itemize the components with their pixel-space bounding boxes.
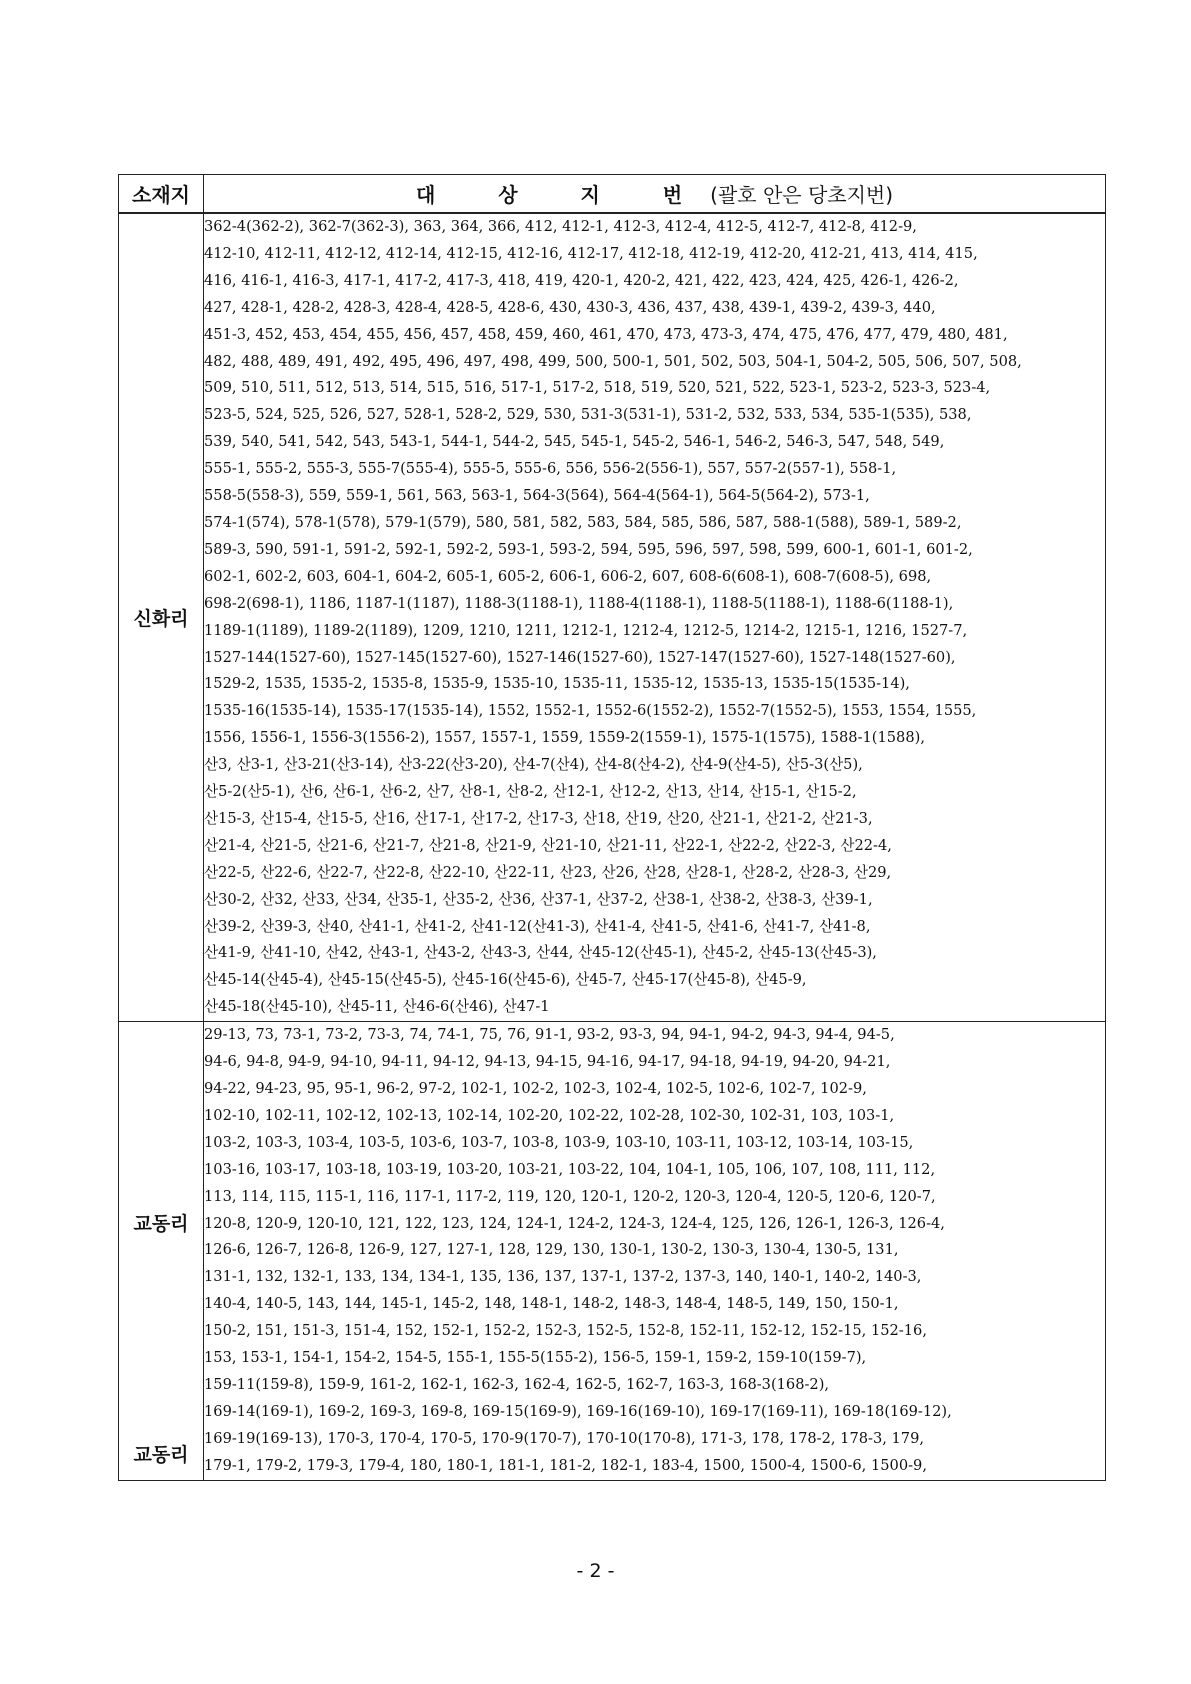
location-label-repeat: 교동리: [133, 1444, 189, 1467]
lot-line: 산45-14(산45-4), 산45-15(산45-5), 산45-16(산45-6), 산45-7, 산45-17(산45-8), 산45-9,: [204, 971, 807, 989]
lot-line: 94-6, 94-8, 94-9, 94-10, 94-11, 94-12, 94-13, 94-15, 94-16, 94-17, 94-18, 94-19, 94-20, 94-21,: [204, 1053, 891, 1071]
lot-list-cell: [204, 213, 1106, 1022]
lot-line: 1529-2, 1535, 1535-2, 1535-8, 1535-9, 1535-10, 1535-11, 1535-12, 1535-13, 1535-15(1535-14),: [204, 675, 910, 693]
lot-line: 555-1, 555-2, 555-3, 555-7(555-4), 555-5, 555-6, 556, 556-2(556-1), 557, 557-2(557-1), 558-1,: [204, 460, 897, 478]
lot-line: 1556, 1556-1, 1556-3(1556-2), 1557, 1557-1, 1559, 1559-2(1559-1), 1575-1(1575), 1588-1(1588),: [204, 729, 925, 747]
lot-line: 362-4(362-2), 362-7(362-3), 363, 364, 366, 412, 412-1, 412-3, 412-4, 412-5, 412-7, 412-8, 412-9,: [204, 218, 917, 235]
lot-line: 산15-3, 산15-4, 산15-5, 산16, 산17-1, 산17-2, 산17-3, 산18, 산19, 산20, 산21-1, 산21-2, 산21-3,: [204, 809, 873, 827]
lot-line: 451-3, 452, 453, 454, 455, 456, 457, 458, 459, 460, 461, 470, 473, 473-3, 474, 475, 476, 477, 479, 480, 481,: [204, 325, 1008, 343]
header-target-main: 대 상 지 번: [415, 183, 711, 207]
lot-line: 416, 416-1, 416-3, 417-1, 417-2, 417-3, 418, 419, 420-1, 420-2, 421, 422, 423, 424, 425, 426-1, 426-2,: [204, 271, 959, 289]
lot-line: 558-5(558-3), 559, 559-1, 561, 563, 563-1, 564-3(564), 564-4(564-1), 564-5(564-2), 573-1,: [204, 487, 870, 505]
lot-line: 산45-18(산45-10), 산45-11, 산46-6(산46), 산47-1: [204, 998, 550, 1016]
lot-line: 153, 153-1, 154-1, 154-2, 154-5, 155-1, 155-5(155-2), 156-5, 159-1, 159-2, 159-10(159-7),: [204, 1349, 867, 1367]
lot-line: 103-2, 103-3, 103-4, 103-5, 103-6, 103-7, 103-8, 103-9, 103-10, 103-11, 103-12, 103-14, 103-15,: [204, 1133, 914, 1151]
lot-line: 427, 428-1, 428-2, 428-3, 428-4, 428-5, 428-6, 430, 430-3, 436, 437, 438, 439-1, 439-2, 439-3, 440,: [204, 298, 936, 316]
table-row: [119, 1022, 1106, 1480]
lot-line: 산21-4, 산21-5, 산21-6, 산21-7, 산21-8, 산21-9, 산21-10, 산21-11, 산22-1, 산22-2, 산22-3, 산22-4,: [204, 836, 892, 854]
lot-line: 169-14(169-1), 169-2, 169-3, 169-8, 169-15(169-9), 169-16(169-10), 169-17(169-11), 169-18(169-12),: [204, 1402, 952, 1420]
lot-line: 602-1, 602-2, 603, 604-1, 604-2, 605-1, 605-2, 606-1, 606-2, 607, 608-6(608-1), 608-7(608-5), 698,: [204, 567, 932, 585]
lot-line: 159-11(159-8), 159-9, 161-2, 162-1, 162-3, 162-4, 162-5, 162-7, 163-3, 168-3(168-2),: [204, 1375, 830, 1393]
lot-line: 698-2(698-1), 1186, 1187-1(1187), 1188-3(1188-1), 1188-4(1188-1), 1188-5(1188-1), 1188-6(1188-1),: [204, 594, 954, 612]
lot-line: 102-10, 102-11, 102-12, 102-13, 102-14, 102-20, 102-22, 102-28, 102-30, 102-31, 103, 103-1,: [204, 1106, 895, 1124]
lot-line: 29-13, 73, 73-1, 73-2, 73-3, 74, 74-1, 75, 76, 91-1, 93-2, 93-3, 94, 94-1, 94-2, 94-3, 94-4, 94-5,: [204, 1026, 895, 1044]
lot-line: 509, 510, 511, 512, 513, 514, 515, 516, 517-1, 517-2, 518, 519, 520, 521, 522, 523-1, 523-2, 523-3, 523-4,: [204, 379, 991, 397]
location-label: 교동리: [133, 1213, 189, 1236]
lot-line: 산3, 산3-1, 산3-21(산3-14), 산3-22(산3-20), 산4-7(산4), 산4-8(산4-2), 산4-9(산4-5), 산5-3(산5),: [204, 756, 863, 774]
lot-line: 산41-9, 산41-10, 산42, 산43-1, 산43-2, 산43-3, 산44, 산45-12(산45-1), 산45-2, 산45-13(산45-3),: [204, 944, 877, 962]
lot-line: 412-10, 412-11, 412-12, 412-14, 412-15, 412-16, 412-17, 412-18, 412-19, 412-20, 412-21, 413, 414, 415,: [204, 244, 978, 262]
header-location: 소재지: [119, 175, 204, 214]
page-number: - 2 -: [576, 1560, 615, 1582]
location-cell: 신화리: [119, 213, 204, 1022]
lot-line: 574-1(574), 578-1(578), 579-1(579), 580, 581, 582, 583, 584, 585, 586, 587, 588-1(588), 589-1, 589-2,: [204, 513, 962, 531]
parcel-table: [118, 174, 1106, 1481]
lot-line: 589-3, 590, 591-1, 591-2, 592-1, 592-2, 593-1, 593-2, 594, 595, 596, 597, 598, 599, 600-1, 601-1, 601-2,: [204, 540, 973, 558]
header-target-note: (괄호 안은 당초지번): [710, 183, 894, 207]
lot-line: 94-22, 94-23, 95, 95-1, 96-2, 97-2, 102-1, 102-2, 102-3, 102-4, 102-5, 102-6, 102-7, 102-9,: [204, 1080, 867, 1097]
lot-line: 126-6, 126-7, 126-8, 126-9, 127, 127-1, 128, 129, 130, 130-1, 130-2, 130-3, 130-4, 130-5, 131,: [204, 1241, 899, 1259]
lot-line: 539, 540, 541, 542, 543, 543-1, 544-1, 544-2, 545, 545-1, 545-2, 546-1, 546-2, 546-3, 547, 548, 549,: [204, 433, 945, 451]
lot-list-cell: [204, 1022, 1106, 1480]
lot-line: 1527-144(1527-60), 1527-145(1527-60), 1527-146(1527-60), 1527-147(1527-60), 1527-148(1527-60),: [204, 648, 956, 666]
lot-line: 169-19(169-13), 170-3, 170-4, 170-5, 170-9(170-7), 170-10(170-8), 171-3, 178, 178-2, 178-3, 179,: [204, 1429, 924, 1447]
lot-line: 120-8, 120-9, 120-10, 121, 122, 123, 124, 124-1, 124-2, 124-3, 124-4, 125, 126, 126-1, 126-3, 126-4,: [204, 1214, 945, 1232]
lot-line: 산30-2, 산32, 산33, 산34, 산35-1, 산35-2, 산36, 산37-1, 산37-2, 산38-1, 산38-2, 산38-3, 산39-1,: [204, 890, 873, 908]
lot-line: 산22-5, 산22-6, 산22-7, 산22-8, 산22-10, 산22-11, 산23, 산26, 산28, 산28-1, 산28-2, 산28-3, 산29,: [204, 863, 892, 881]
lot-line: 103-16, 103-17, 103-18, 103-19, 103-20, 103-21, 103-22, 104, 104-1, 105, 106, 107, 108, 111, 112,: [204, 1160, 936, 1178]
lot-line: 140-4, 140-5, 143, 144, 145-1, 145-2, 148, 148-1, 148-2, 148-3, 148-4, 148-5, 149, 150, 150-1,: [204, 1295, 899, 1313]
lot-line: 179-1, 179-2, 179-3, 179-4, 180, 180-1, 181-1, 181-2, 182-1, 183-4, 1500, 1500-4, 1500-6, 1500-9,: [204, 1456, 927, 1474]
header-target: [204, 175, 1106, 214]
lot-line: 1535-16(1535-14), 1535-17(1535-14), 1552, 1552-1, 1552-6(1552-2), 1552-7(1552-5), 1553, 1554, 1555,: [204, 702, 977, 720]
lot-line: 113, 114, 115, 115-1, 116, 117-1, 117-2, 119, 120, 120-1, 120-2, 120-3, 120-4, 120-5, 120-6, 120-7,: [204, 1187, 936, 1205]
table-header-row: [119, 175, 1106, 214]
location-cell: [119, 1022, 204, 1480]
lot-line: 산39-2, 산39-3, 산40, 산41-1, 산41-2, 산41-12(산41-3), 산41-4, 산41-5, 산41-6, 산41-7, 산41-8,: [204, 917, 871, 935]
lot-line: 482, 488, 489, 491, 492, 495, 496, 497, 498, 499, 500, 500-1, 501, 502, 503, 504-1, 504-2, 505, 506, 507, 508,: [204, 352, 1022, 370]
lot-line: 150-2, 151, 151-3, 151-4, 152, 152-1, 152-2, 152-3, 152-5, 152-8, 152-11, 152-12, 152-15, 152-16,: [204, 1322, 927, 1340]
lot-line: 산5-2(산5-1), 산6, 산6-1, 산6-2, 산7, 산8-1, 산8-2, 산12-1, 산12-2, 산13, 산14, 산15-1, 산15-2,: [204, 783, 857, 801]
lot-line: 131-1, 132, 132-1, 133, 134, 134-1, 135, 136, 137, 137-1, 137-2, 137-3, 140, 140-1, 140-2, 140-3,: [204, 1268, 922, 1286]
lot-line: 523-5, 524, 525, 526, 527, 528-1, 528-2, 529, 530, 531-3(531-1), 531-2, 532, 533, 534, 535-1(535), 538,: [204, 406, 972, 424]
lot-line: 1189-1(1189), 1189-2(1189), 1209, 1210, 1211, 1212-1, 1212-4, 1212-5, 1214-2, 1215-1, 1216, 1527-7,: [204, 621, 968, 639]
table-row: [119, 213, 1106, 1022]
